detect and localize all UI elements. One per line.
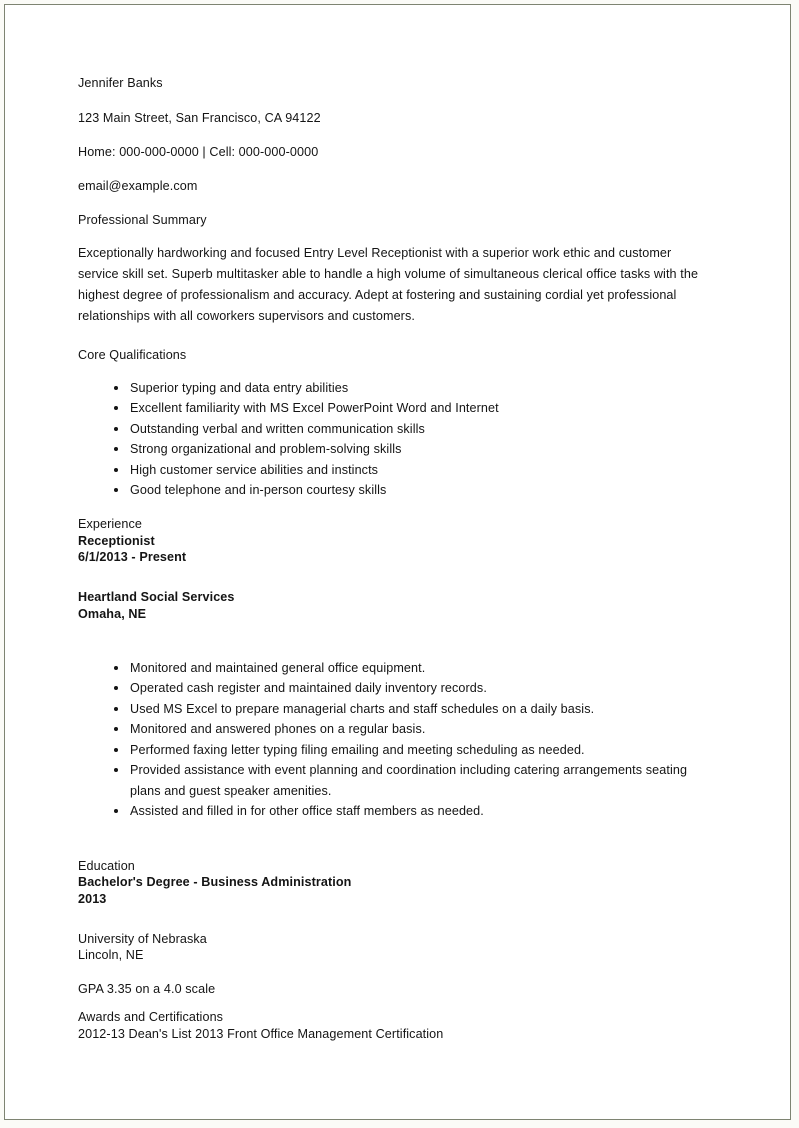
candidate-email: email@example.com <box>78 179 198 193</box>
list-item: Outstanding verbal and written communication skills <box>78 419 714 439</box>
list-item: Used MS Excel to prepare managerial charts and staff schedules on a daily basis. <box>78 699 714 720</box>
resume-content <box>78 75 714 1042</box>
resume-page <box>4 4 791 1120</box>
list-item: Monitored and maintained general office equipment. <box>78 658 714 679</box>
education-heading: Education <box>78 858 135 873</box>
list-item: Strong organizational and problem-solving skills <box>78 439 714 459</box>
awards-text: 2012-13 Dean's List 2013 Front Office Management Certification <box>78 1026 444 1041</box>
experience-location: Omaha, NE <box>78 606 147 621</box>
awards-heading: Awards and Certifications <box>78 1010 224 1025</box>
core-qualifications-heading: Core Qualifications <box>78 348 187 362</box>
list-item: Provided assistance with event planning and coordination including catering arrangements seating plans and guest speaker amenities. <box>78 760 714 801</box>
candidate-name: Jennifer Banks <box>78 76 163 90</box>
experience-heading: Experience <box>78 517 143 532</box>
education-school: University of Nebraska <box>78 931 207 946</box>
education-degree: Bachelor's Degree - Business Administration <box>78 875 352 890</box>
education-header-block <box>78 858 714 907</box>
education-school-block <box>78 931 714 964</box>
list-item: Operated cash register and maintained daily inventory records. <box>78 678 714 699</box>
experience-employer-block <box>78 589 714 622</box>
list-item: Superior typing and data entry abilities <box>78 378 714 398</box>
education-location: Lincoln, NE <box>78 948 144 963</box>
experience-dates: 6/1/2013 - Present <box>78 550 187 565</box>
experience-header-block <box>78 516 714 565</box>
experience-job-title: Receptionist <box>78 533 155 548</box>
list-item: Performed faxing letter typing filing emailing and meeting scheduling as needed. <box>78 740 714 761</box>
list-item: Good telephone and in-person courtesy skills <box>78 480 714 500</box>
list-item: Monitored and answered phones on a regular basis. <box>78 719 714 740</box>
education-gpa: GPA 3.35 on a 4.0 scale <box>78 982 216 997</box>
list-item: Assisted and filled in for other office staff members as needed. <box>78 801 714 822</box>
list-item: Excellent familiarity with MS Excel PowerPoint Word and Internet <box>78 398 714 418</box>
experience-duties-list <box>78 658 714 822</box>
awards-block <box>78 1009 714 1042</box>
professional-summary-heading: Professional Summary <box>78 213 207 227</box>
professional-summary-text: Exceptionally hardworking and focused Entry Level Receptionist with a superior work ethic and customer service skill set. Superb multitasker able to handle a high volume of simultaneous clerical office tasks with the highest degree of professionalism and accuracy. Adept at fostering and sustaining cordial yet professional relationships with all coworkers supervisors and customers. <box>78 246 702 323</box>
core-qualifications-list <box>78 378 714 500</box>
experience-employer: Heartland Social Services <box>78 590 235 605</box>
candidate-phones: Home: 000-000-0000 | Cell: 000-000-0000 <box>78 145 319 159</box>
candidate-address: 123 Main Street, San Francisco, CA 94122 <box>78 111 321 125</box>
list-item: High customer service abilities and instincts <box>78 460 714 480</box>
education-year: 2013 <box>78 891 107 906</box>
